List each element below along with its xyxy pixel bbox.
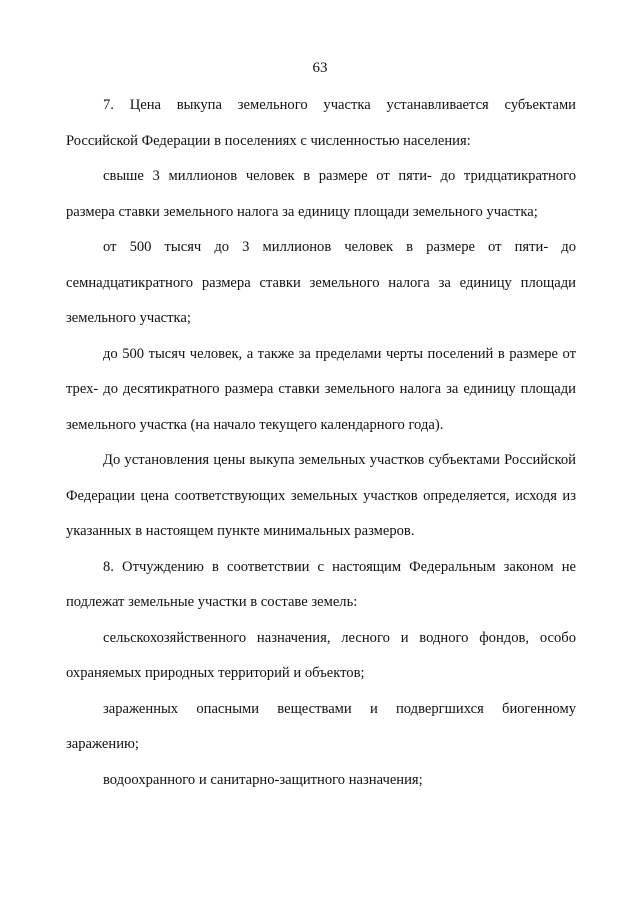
paragraph-price-clause: 7. Цена выкупа земельного участка устанавливается субъектами Российской Федерации в поселениях с численностью населения:	[66, 97, 576, 149]
paragraph-water-protection-lands: водоохранного и санитарно-защитного назначения;	[103, 771, 423, 788]
paragraph-500k-to-3-million: от 500 тысяч до 3 миллионов человек в размере от пяти- до семнадцатикратного размера ставки земельного налога за единицу площади земельного участка;	[66, 239, 576, 326]
paragraph-before-price-set: До установления цены выкупа земельных участков субъектами Российской Федерации цена соответствующих земельных участков определяется, исходя из указанных в настоящем пункте минимальных размеров.	[66, 452, 576, 539]
document-body	[66, 88, 576, 798]
paragraph-over-3-million: свыше 3 миллионов человек в размере от пяти- до тридцатикратного размера ставки земельного налога за единицу площади земельного участка;	[66, 168, 576, 220]
page-number: 63	[312, 60, 328, 76]
paragraph-agricultural-lands: сельскохозяйственного назначения, лесного и водного фондов, особо охраняемых природных территорий и объектов;	[66, 629, 576, 681]
paragraph-contaminated-lands: зараженных опасными веществами и подвергшихся биогенному заражению;	[66, 700, 576, 752]
paragraph-under-500k: до 500 тысяч человек, а также за пределами черты поселений в размере от трех- до десятикратного размера ставки земельного налога за единицу площади земельного участка (на начало текущего календарного года).	[66, 345, 576, 433]
paragraph-alienation-clause: 8. Отчуждению в соответствии с настоящим Федеральным законом не подлежат земельные участки в составе земель:	[66, 558, 576, 610]
